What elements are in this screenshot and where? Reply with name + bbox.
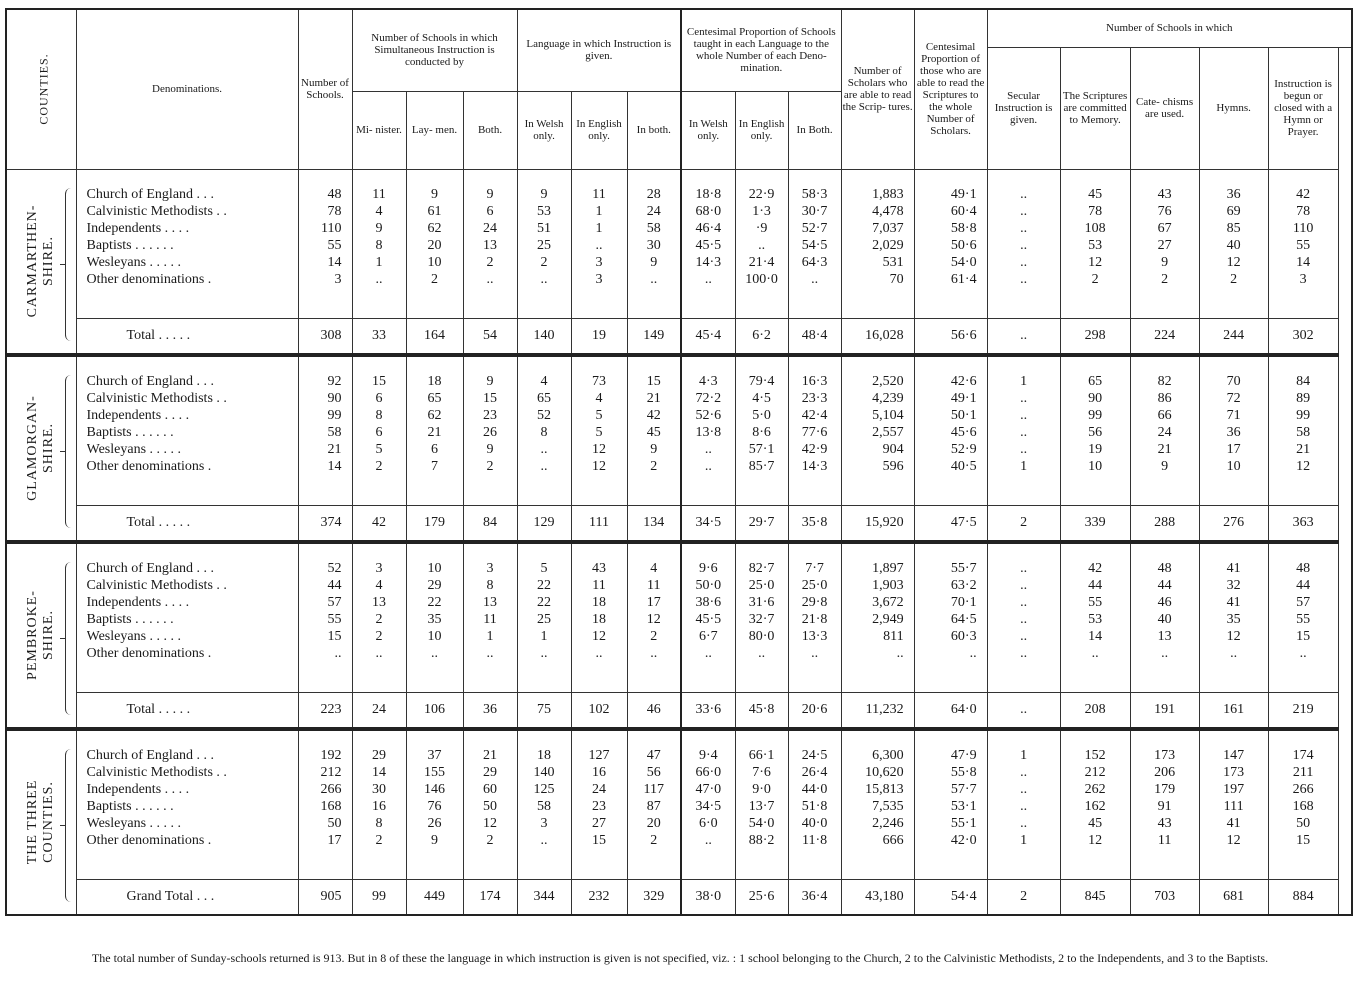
denomination-label: Baptists . . . . . . [86, 424, 174, 440]
total-value: 75 [517, 692, 571, 729]
total-value: 302 [1268, 318, 1338, 355]
county-section [6, 544, 1352, 693]
column-values: 42·6 49·1 50·1 45·6 52·9 40·5 [914, 357, 987, 506]
column-values: 1,883 4,478 7,037 2,029 531 70 [841, 169, 914, 318]
county-name-line: THE THREE [25, 779, 41, 865]
total-value: 140 [517, 318, 571, 355]
total-value: 56·6 [914, 318, 987, 355]
column-values: .. .. .. .. .. .. [987, 544, 1060, 693]
total-value: 6·2 [735, 318, 788, 355]
schools-in-which-header: Number of Schools in which [987, 9, 1352, 47]
column-values: 47·9 55·8 57·7 53·1 55·1 42·0 [914, 731, 987, 880]
denomination-label: Other denominations . [86, 645, 212, 661]
column-values: 173 206 179 91 43 11 [1130, 731, 1199, 880]
total-value: 703 [1130, 879, 1199, 915]
column-values: 147 173 197 111 41 12 [1199, 731, 1268, 880]
column-values: 127 16 24 23 27 15 [571, 731, 627, 880]
column-values: 3 8 13 11 1 .. [463, 544, 517, 693]
sunday-schools-table [5, 8, 1353, 916]
column-values: 10 29 22 35 10 .. [406, 544, 463, 693]
total-value: 276 [1199, 505, 1268, 542]
total-value: 36·4 [788, 879, 841, 915]
column-values: 4·3 72·2 52·6 13·8 .. .. [681, 357, 735, 506]
county-section [6, 357, 1352, 506]
county-name-line: SHIRE. [41, 236, 57, 286]
brace [65, 749, 74, 902]
simultaneous-instruction-header: Number of Schools in which Simultaneous Instruction is conducted by [352, 9, 517, 91]
total-value: 84 [463, 505, 517, 542]
column-values: 9·4 66·0 47·0 34·5 6·0 .. [681, 731, 735, 880]
column-values: 58·3 30·7 52·7 54·5 64·3 .. [788, 169, 841, 318]
column-values: 22·9 1·3 ·9 .. 21·4 100·0 [735, 169, 788, 318]
total-value: 47·5 [914, 505, 987, 542]
denomination-label: Calvinistic Methodists . . [86, 390, 227, 406]
total-label: Total . . . . . [76, 505, 298, 542]
column-values: 1,897 1,903 3,672 2,949 811 .. [841, 544, 914, 693]
denomination-label: Calvinistic Methodists . . [86, 577, 227, 593]
total-label: Total . . . . . [76, 318, 298, 355]
denomination-label: Wesleyans . . . . . [86, 254, 182, 270]
denomination-label: Independents . . . . [86, 594, 190, 610]
total-label: Grand Total . . . [76, 879, 298, 915]
denomination-label: Wesleyans . . . . . [86, 628, 182, 644]
total-value: 33 [352, 318, 406, 355]
total-value: 298 [1060, 318, 1130, 355]
denominations-list [76, 544, 298, 693]
column-values: 47 56 117 87 20 2 [627, 731, 681, 880]
counties-header: COUNTIES. [6, 9, 76, 169]
total-value: 288 [1130, 505, 1199, 542]
total-value: 179 [406, 505, 463, 542]
total-value: 339 [1060, 505, 1130, 542]
centesimal-language-header: Centesimal Proportion of Schools taught in each Language to the whole Number of each Deno- mination. [681, 9, 841, 91]
total-value: 46 [627, 692, 681, 729]
total-row [6, 692, 1352, 729]
column-values: 43 11 18 18 12 .. [571, 544, 627, 693]
total-value: .. [987, 692, 1060, 729]
column-values: 11 1 1 .. 3 3 [571, 169, 627, 318]
footnote: The total number of Sunday-schools returned is 913. But in 8 of these the language in which instruction is given is not specified, viz. : 1 school belonging to the Church, 2 to the Calvinistic Methodists, 2 to the Independents, and 3 to the Baptists. [91, 951, 1269, 965]
total-value: 329 [627, 879, 681, 915]
total-value: 219 [1268, 692, 1338, 729]
column-values: 65 90 99 56 19 10 [1060, 357, 1130, 506]
total-label: Total . . . . . [76, 692, 298, 729]
total-value: 102 [571, 692, 627, 729]
total-value: 45·4 [681, 318, 735, 355]
total-value: 20·6 [788, 692, 841, 729]
column-values: 66·1 7·6 9·0 13·7 54·0 88·2 [735, 731, 788, 880]
column-values: 16·3 23·3 42·4 77·6 42·9 14·3 [788, 357, 841, 506]
column-values: 9 53 51 25 2 .. [517, 169, 571, 318]
total-value: 129 [517, 505, 571, 542]
total-value: 16,028 [841, 318, 914, 355]
county-name-line: CARMARTHEN- [25, 204, 41, 318]
column-values: 9·6 50·0 38·6 45·5 6·7 .. [681, 544, 735, 693]
column-values: 37 155 146 76 26 9 [406, 731, 463, 880]
total-value: 191 [1130, 692, 1199, 729]
total-value: 64·0 [914, 692, 987, 729]
total-row [6, 879, 1352, 915]
denomination-label: Church of England . . . [86, 186, 215, 202]
column-values: 49·1 60·4 58·8 50·6 54·0 61·4 [914, 169, 987, 318]
laymen-header: Lay- men. [406, 91, 463, 169]
denomination-label: Other denominations . [86, 271, 212, 287]
table-body [6, 169, 1352, 915]
column-values: 79·4 4·5 5·0 8·6 57·1 85·7 [735, 357, 788, 506]
column-values: 3 4 13 2 2 .. [352, 544, 406, 693]
denominations-header: Denominations. [76, 9, 298, 169]
denomination-label: Other denominations . [86, 458, 212, 474]
county-section [6, 169, 1352, 318]
language-header: Language in which Instruction is given. [517, 9, 681, 91]
welsh-only-header: In Welsh only. [517, 91, 571, 169]
column-values: 18 140 125 58 3 .. [517, 731, 571, 880]
column-values: .. .. .. .. .. .. [987, 169, 1060, 318]
total-value: 19 [571, 318, 627, 355]
denomination-label: Independents . . . . [86, 220, 190, 236]
total-row [6, 318, 1352, 355]
brace [65, 375, 74, 528]
total-value: 34·5 [681, 505, 735, 542]
centesimal-read-header: Centesimal Proportion of those who are able to read the Scriptures to the whole Number of Scholars. [914, 9, 987, 169]
denominations-list [76, 731, 298, 880]
column-values: 70 72 71 36 17 10 [1199, 357, 1268, 506]
total-row [6, 505, 1352, 542]
total-value: 845 [1060, 879, 1130, 915]
county-label [6, 357, 76, 542]
column-values: 15 6 8 6 5 2 [352, 357, 406, 506]
total-value: 54·4 [914, 879, 987, 915]
catechisms-header: Cate- chisms are used. [1130, 47, 1199, 169]
column-values: 5 22 22 25 1 .. [517, 544, 571, 693]
total-value: 161 [1199, 692, 1268, 729]
total-value: 232 [571, 879, 627, 915]
total-value: 2 [987, 505, 1060, 542]
column-values: 9 6 24 13 2 .. [463, 169, 517, 318]
county-label [6, 169, 76, 355]
denomination-label: Other denominations . [86, 832, 212, 848]
total-value: 48·4 [788, 318, 841, 355]
in-both-header: In both. [627, 91, 681, 169]
brace [65, 188, 74, 341]
column-values: 82·7 25·0 31·6 32·7 80·0 .. [735, 544, 788, 693]
column-values: 48 44 46 40 13 .. [1130, 544, 1199, 693]
total-value: 24 [352, 692, 406, 729]
column-values: 18 65 62 21 6 7 [406, 357, 463, 506]
column-values: 11 4 9 8 1 .. [352, 169, 406, 318]
total-value: 25·6 [735, 879, 788, 915]
total-value: 45·8 [735, 692, 788, 729]
denomination-label: Baptists . . . . . . [86, 237, 174, 253]
county-section [6, 731, 1352, 880]
total-value: 308 [298, 318, 352, 355]
column-values: 1 .. .. .. .. 1 [987, 357, 1060, 506]
county-name-line: PEMBROKE- [25, 590, 41, 680]
total-value: 54 [463, 318, 517, 355]
denomination-label: Church of England . . . [86, 560, 215, 576]
column-values: 82 86 66 24 21 9 [1130, 357, 1199, 506]
total-value: 29·7 [735, 505, 788, 542]
column-values: 41 32 41 35 12 .. [1199, 544, 1268, 693]
column-values: 192 212 266 168 50 17 [298, 731, 352, 880]
column-values: 45 78 108 53 12 2 [1060, 169, 1130, 318]
column-values: 52 44 57 55 15 .. [298, 544, 352, 693]
county-label [6, 731, 76, 915]
total-value: 149 [627, 318, 681, 355]
county-name-line: COUNTIES. [41, 781, 57, 863]
total-value: 15,920 [841, 505, 914, 542]
column-values: 55·7 63·2 70·1 64·5 60·3 .. [914, 544, 987, 693]
column-values: 1 .. .. .. .. 1 [987, 731, 1060, 880]
scriptures-memory-header: The Scriptures are committed to Memory. [1060, 47, 1130, 169]
column-values: 9 61 62 20 10 2 [406, 169, 463, 318]
denomination-label: Baptists . . . . . . [86, 798, 174, 814]
column-values: 28 24 58 30 9 .. [627, 169, 681, 318]
denomination-label: Calvinistic Methodists . . [86, 764, 227, 780]
column-values: 9 15 23 26 9 2 [463, 357, 517, 506]
minister-header: Mi- nister. [352, 91, 406, 169]
hymns-header: Hymns. [1199, 47, 1268, 169]
denomination-label: Calvinistic Methodists . . [86, 203, 227, 219]
total-value: 374 [298, 505, 352, 542]
total-value: 99 [352, 879, 406, 915]
total-value: 106 [406, 692, 463, 729]
column-values: 4 65 52 8 .. .. [517, 357, 571, 506]
column-values: 92 90 99 58 21 14 [298, 357, 352, 506]
brace [65, 562, 74, 715]
secular-header: Secular Instruction is given. [987, 47, 1060, 169]
total-value: 38·0 [681, 879, 735, 915]
cent-english-header: In English only. [735, 91, 788, 169]
column-values: 43 76 67 27 9 2 [1130, 169, 1199, 318]
number-of-schools-header: Number of Schools. [298, 9, 352, 169]
total-value: .. [987, 318, 1060, 355]
cent-welsh-header: In Welsh only. [681, 91, 735, 169]
column-values: 24·5 26·4 44·0 51·8 40·0 11·8 [788, 731, 841, 880]
denomination-label: Independents . . . . [86, 781, 190, 797]
column-values: 21 29 60 50 12 2 [463, 731, 517, 880]
column-values: 36 69 85 40 12 2 [1199, 169, 1268, 318]
column-values: 18·8 68·0 46·4 45·5 14·3 .. [681, 169, 735, 318]
denominations-list [76, 357, 298, 506]
column-values: 48 44 57 55 15 .. [1268, 544, 1338, 693]
total-value: 2 [987, 879, 1060, 915]
county-name-line: SHIRE. [41, 423, 57, 473]
total-value: 134 [627, 505, 681, 542]
total-value: 344 [517, 879, 571, 915]
county-name-line: GLAMORGAN- [25, 395, 41, 501]
statistics-table-sheet [5, 8, 1353, 916]
total-value: 449 [406, 879, 463, 915]
column-values: 84 89 99 58 21 12 [1268, 357, 1338, 506]
total-value: 36 [463, 692, 517, 729]
total-value: 363 [1268, 505, 1338, 542]
column-values: 48 78 110 55 14 3 [298, 169, 352, 318]
column-values: 6,300 10,620 15,813 7,535 2,246 666 [841, 731, 914, 880]
total-value: 884 [1268, 879, 1338, 915]
total-value: 43,180 [841, 879, 914, 915]
denomination-label: Church of England . . . [86, 373, 215, 389]
denomination-label: Independents . . . . [86, 407, 190, 423]
denomination-label: Wesleyans . . . . . [86, 815, 182, 831]
denomination-label: Church of England . . . [86, 747, 215, 763]
total-value: 208 [1060, 692, 1130, 729]
column-values: 42 78 110 55 14 3 [1268, 169, 1338, 318]
cent-both-header: In Both. [788, 91, 841, 169]
denomination-label: Baptists . . . . . . [86, 611, 174, 627]
total-value: 174 [463, 879, 517, 915]
column-values: 73 4 5 5 12 12 [571, 357, 627, 506]
column-values: 2,520 4,239 5,104 2,557 904 596 [841, 357, 914, 506]
both-header: Both. [463, 91, 517, 169]
total-value: 224 [1130, 318, 1199, 355]
total-value: 11,232 [841, 692, 914, 729]
total-value: 33·6 [681, 692, 735, 729]
column-values: 15 21 42 45 9 2 [627, 357, 681, 506]
county-label [6, 544, 76, 729]
column-values: 42 44 55 53 14 .. [1060, 544, 1130, 693]
total-value: 111 [571, 505, 627, 542]
column-values: 152 212 262 162 45 12 [1060, 731, 1130, 880]
total-value: 223 [298, 692, 352, 729]
column-values: 29 14 30 16 8 2 [352, 731, 406, 880]
denomination-label: Wesleyans . . . . . [86, 441, 182, 457]
total-value: 681 [1199, 879, 1268, 915]
english-only-header: In English only. [571, 91, 627, 169]
total-value: 35·8 [788, 505, 841, 542]
column-values: 174 211 266 168 50 15 [1268, 731, 1338, 880]
total-value: 42 [352, 505, 406, 542]
denominations-list [76, 169, 298, 318]
hymn-prayer-header: Instruction is begun or closed with a Hymn or Prayer. [1268, 47, 1338, 169]
column-values: 4 11 17 12 2 .. [627, 544, 681, 693]
scholars-read-header: Number of Scholars who are able to read the Scrip- tures. [841, 9, 914, 169]
county-name-line: SHIRE. [41, 610, 57, 660]
total-value: 905 [298, 879, 352, 915]
column-values: 7·7 25·0 29·8 21·8 13·3 .. [788, 544, 841, 693]
total-value: 244 [1199, 318, 1268, 355]
total-value: 164 [406, 318, 463, 355]
